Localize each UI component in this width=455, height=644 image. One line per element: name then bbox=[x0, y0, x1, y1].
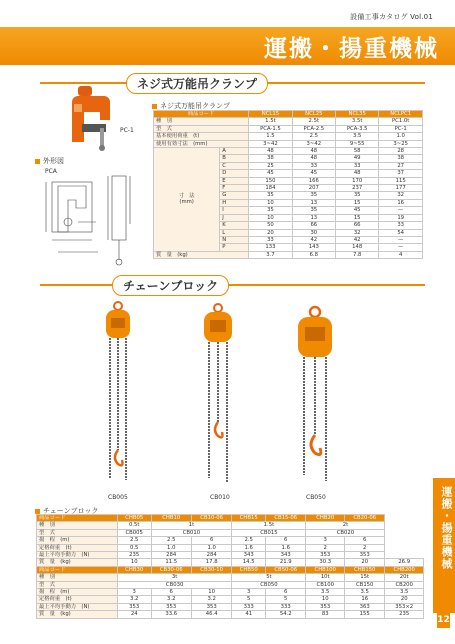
row-label: 型 式 bbox=[154, 125, 249, 132]
header-cell: CHB30 bbox=[117, 566, 151, 573]
chain-block-photo-cb005 bbox=[98, 300, 138, 490]
table-cell: 6 bbox=[266, 537, 306, 544]
table-row bbox=[37, 589, 424, 596]
table-cell: CB020 bbox=[306, 529, 385, 536]
table-cell: 48 bbox=[336, 170, 379, 177]
table-cell: 115 bbox=[379, 177, 423, 184]
table-cell: 33 bbox=[336, 162, 379, 169]
catalog-title: 設備工事カタログ Vol.01 bbox=[350, 13, 433, 21]
table-cell: 48 bbox=[292, 155, 335, 162]
table-cell: 10 bbox=[249, 199, 292, 206]
table-row bbox=[37, 611, 424, 618]
table-cell: 3.5t bbox=[336, 118, 379, 125]
table-cell: 20 bbox=[345, 559, 385, 566]
table-cell: 3.7 bbox=[249, 251, 292, 258]
clamp-photo bbox=[60, 84, 116, 154]
table-cell: 1.6 bbox=[266, 544, 306, 551]
table-cell: 42 bbox=[292, 236, 335, 243]
table-cell: 46.4 bbox=[191, 611, 231, 618]
table-cell: 48 bbox=[292, 148, 335, 155]
row-label: 定格荷重 (t) bbox=[37, 544, 118, 551]
clamp-spec-table bbox=[153, 110, 423, 259]
dimension-key: L bbox=[220, 229, 249, 236]
table-cell: 353 bbox=[306, 552, 345, 559]
table-cell: 3 bbox=[232, 589, 266, 596]
table-cell: 343 bbox=[266, 552, 306, 559]
dimension-key: P bbox=[220, 244, 249, 251]
table-cell: CB200 bbox=[385, 581, 424, 588]
table-cell: 15 bbox=[336, 199, 379, 206]
row-label: 商品コード bbox=[37, 566, 118, 573]
row-label: 質 量 (kg) bbox=[37, 611, 118, 618]
table-cell: 13 bbox=[292, 214, 335, 221]
table-cell: 6 bbox=[266, 589, 306, 596]
table-cell: 363 bbox=[345, 603, 385, 610]
cb010-label: CB010 bbox=[210, 494, 230, 501]
header-cell: NCL15 bbox=[249, 111, 292, 118]
table-cell: 32 bbox=[379, 192, 423, 199]
table-row bbox=[37, 581, 424, 588]
table-cell: — bbox=[379, 236, 423, 243]
table-cell: 28 bbox=[379, 148, 423, 155]
table-cell: 2.5t bbox=[292, 118, 335, 125]
table-cell: 54.2 bbox=[266, 611, 306, 618]
table-cell: 333 bbox=[232, 603, 266, 610]
table-row bbox=[154, 118, 423, 125]
row-label: 種 別 bbox=[37, 522, 118, 529]
table-cell: 16 bbox=[379, 199, 423, 206]
table-cell: 235 bbox=[385, 611, 424, 618]
hoist-table-heading-text: チェーンブロック bbox=[43, 507, 99, 515]
table-cell: 143 bbox=[292, 244, 335, 251]
table-cell: 35 bbox=[249, 207, 292, 214]
dimension-key: D bbox=[220, 170, 249, 177]
table-cell: 13 bbox=[292, 199, 335, 206]
header-cell: CHB100 bbox=[306, 566, 345, 573]
hero-band bbox=[0, 27, 455, 65]
table-cell: 10 bbox=[306, 596, 345, 603]
row-label: 揚 程 (m) bbox=[37, 537, 118, 544]
table-cell: 170 bbox=[336, 177, 379, 184]
table-cell: 3.5 bbox=[306, 589, 345, 596]
row-label: 型 式 bbox=[37, 581, 118, 588]
table-cell: 10 bbox=[117, 559, 151, 566]
row-label: 商品コード bbox=[37, 515, 118, 522]
row-label: 種 別 bbox=[154, 118, 249, 125]
table-cell: 37 bbox=[379, 170, 423, 177]
table-cell: 5 bbox=[266, 596, 306, 603]
table-row bbox=[37, 537, 424, 544]
header-cell: NCLPC1 bbox=[379, 111, 423, 118]
table-cell: 33.6 bbox=[151, 611, 191, 618]
table-cell: CB100 bbox=[306, 581, 345, 588]
table-cell: 3~42 bbox=[292, 140, 335, 147]
header-cell: CHB200 bbox=[385, 566, 424, 573]
bullet-square bbox=[152, 104, 157, 109]
table-cell: 150 bbox=[249, 177, 292, 184]
table-cell: 49 bbox=[336, 155, 379, 162]
table-cell: 54 bbox=[379, 229, 423, 236]
table-cell: 1t bbox=[151, 522, 232, 529]
header-cell: CHB05 bbox=[117, 515, 151, 522]
table-cell: 26.9 bbox=[385, 559, 424, 566]
table-cell: 35 bbox=[336, 192, 379, 199]
row-label: 基本使用荷重 (t) bbox=[154, 133, 249, 140]
dimension-key: A bbox=[220, 148, 249, 155]
table-cell: 1.0 bbox=[151, 544, 191, 551]
table-cell: 2 bbox=[306, 544, 345, 551]
drawing-heading-text: 外形図 bbox=[43, 157, 64, 165]
chain-block-photo-cb010 bbox=[196, 302, 240, 490]
dimension-rows bbox=[154, 148, 423, 252]
table-cell: 133 bbox=[249, 244, 292, 251]
table-cell: 353 bbox=[117, 603, 151, 610]
row-label: 最上平均手動力 (N) bbox=[37, 552, 118, 559]
section-title-clamp: ネジ式万能吊クランプ bbox=[126, 73, 268, 94]
table-cell: 48 bbox=[249, 148, 292, 155]
table-cell: 1.5 bbox=[249, 133, 292, 140]
table-cell: 6 bbox=[151, 589, 191, 596]
row-label: 揚 程 (m) bbox=[37, 589, 118, 596]
table-cell: 20t bbox=[385, 574, 424, 581]
table-cell: 15 bbox=[336, 214, 379, 221]
table-cell: 353 bbox=[151, 603, 191, 610]
table-cell: 166 bbox=[292, 177, 335, 184]
table-cell: 9~55 bbox=[336, 140, 379, 147]
table-cell: 5t bbox=[232, 574, 306, 581]
table-cell: 3.5 bbox=[385, 589, 424, 596]
dimension-key: K bbox=[220, 222, 249, 229]
table-cell: 0.5 bbox=[117, 544, 151, 551]
table-cell: — bbox=[379, 244, 423, 251]
dimension-group-label: 寸 法 (mm) bbox=[154, 148, 220, 252]
dimension-key: B bbox=[220, 155, 249, 162]
dimension-key: J bbox=[220, 214, 249, 221]
table-cell: 33 bbox=[379, 222, 423, 229]
table-row bbox=[154, 251, 423, 258]
table-cell: PCA-1.5 bbox=[249, 125, 292, 132]
table-cell: 25 bbox=[249, 162, 292, 169]
header-cell: CB30-06 bbox=[151, 566, 191, 573]
table-cell: 11.5 bbox=[151, 559, 191, 566]
header-cell: CB50-06 bbox=[266, 566, 306, 573]
page-title: 運搬・揚重機械 bbox=[264, 36, 439, 62]
hoist-rows bbox=[37, 515, 424, 619]
section-bar-hoist bbox=[40, 276, 425, 294]
table-cell: 33 bbox=[249, 236, 292, 243]
table-cell: 66 bbox=[336, 222, 379, 229]
table-cell: 353 bbox=[345, 552, 385, 559]
table-cell: 45 bbox=[292, 170, 335, 177]
table-cell: 1.5t bbox=[232, 522, 306, 529]
side-tab-text: 運搬・揚重機械 bbox=[440, 486, 453, 570]
drawing-label: PCA bbox=[45, 168, 57, 175]
header-cell: CB15-06 bbox=[266, 515, 306, 522]
table-cell: 38 bbox=[249, 155, 292, 162]
bullet-square bbox=[35, 509, 40, 514]
table-cell: 19 bbox=[379, 214, 423, 221]
dimension-key: G bbox=[220, 192, 249, 199]
row-label: 質 量 (kg) bbox=[154, 251, 249, 258]
table-cell: 38 bbox=[379, 155, 423, 162]
table-cell: PCA-2.5 bbox=[292, 125, 335, 132]
dimension-key: I bbox=[220, 207, 249, 214]
header-cell: CHB10 bbox=[151, 515, 191, 522]
page-number: 12 bbox=[437, 612, 450, 628]
table-cell: CB015 bbox=[232, 529, 306, 536]
table-cell: 42 bbox=[336, 236, 379, 243]
table-cell: 237 bbox=[336, 185, 379, 192]
table-cell: PC1.0t bbox=[379, 118, 423, 125]
header-cell: CHB20 bbox=[306, 515, 345, 522]
table-cell: 6 bbox=[191, 537, 231, 544]
table-cell: 235 bbox=[117, 552, 151, 559]
table-cell: PCA-3.5 bbox=[336, 125, 379, 132]
table-cell: 3~25 bbox=[379, 140, 423, 147]
section-line bbox=[40, 284, 425, 286]
table-cell: 45 bbox=[249, 170, 292, 177]
header-cell: 商品コード bbox=[154, 111, 249, 118]
table-cell: 353 bbox=[306, 603, 345, 610]
table-cell: 3 bbox=[306, 537, 345, 544]
row-label: 型 式 bbox=[37, 529, 118, 536]
table-cell: 333 bbox=[266, 603, 306, 610]
table-cell: 3.5 bbox=[336, 133, 379, 140]
dimension-key: C bbox=[220, 162, 249, 169]
dimension-key: E bbox=[220, 177, 249, 184]
header-cell: CB20-06 bbox=[345, 515, 385, 522]
table-row bbox=[37, 559, 424, 566]
table-cell: 41 bbox=[232, 611, 266, 618]
row-label: 使用有効寸法 (mm) bbox=[154, 140, 249, 147]
table-cell: 3.2 bbox=[117, 596, 151, 603]
chain-block-photo-cb050 bbox=[290, 305, 340, 490]
table-cell: 35 bbox=[292, 192, 335, 199]
table-cell: 3.2 bbox=[191, 596, 231, 603]
table-cell: 83 bbox=[306, 611, 345, 618]
table-cell: 33 bbox=[292, 162, 335, 169]
table-cell: 32 bbox=[336, 229, 379, 236]
side-tab bbox=[433, 478, 455, 613]
header-cell: CHB150 bbox=[345, 566, 385, 573]
table-cell: 35 bbox=[249, 192, 292, 199]
row-label: 質 量 (kg) bbox=[37, 559, 118, 566]
table-cell: 148 bbox=[336, 244, 379, 251]
table-cell: 2.5 bbox=[151, 537, 191, 544]
table-cell: PC-1 bbox=[379, 125, 423, 132]
table-row bbox=[37, 596, 424, 603]
table-cell: CB010 bbox=[151, 529, 232, 536]
table-cell: 207 bbox=[292, 185, 335, 192]
section-title-hoist: チェーンブロック bbox=[112, 275, 229, 296]
cb050-label: CB050 bbox=[306, 494, 326, 501]
table-cell: CB005 bbox=[117, 529, 151, 536]
table-cell: 6 bbox=[345, 537, 385, 544]
table-row bbox=[37, 574, 424, 581]
dimension-key: H bbox=[220, 199, 249, 206]
table-cell: 21.9 bbox=[266, 559, 306, 566]
table-cell: 2 bbox=[345, 544, 385, 551]
table-cell: 20 bbox=[249, 229, 292, 236]
table-row bbox=[37, 552, 424, 559]
table-cell: 1.5t bbox=[249, 118, 292, 125]
clamp-table-heading-text: ネジ式万能吊クランプ bbox=[160, 102, 230, 110]
table-row bbox=[154, 148, 423, 155]
table-row bbox=[37, 529, 424, 536]
table-row bbox=[154, 133, 423, 140]
table-row bbox=[154, 140, 423, 147]
table-cell: 3 bbox=[117, 589, 151, 596]
table-cell: 155 bbox=[345, 611, 385, 618]
clamp-photo-label: PC-1 bbox=[120, 127, 134, 134]
table-cell: 15t bbox=[345, 574, 385, 581]
table-header-row bbox=[37, 515, 424, 522]
dimension-key: F bbox=[220, 185, 249, 192]
table-cell: 177 bbox=[379, 185, 423, 192]
table-cell: 30 bbox=[292, 229, 335, 236]
bullet-square bbox=[35, 159, 40, 164]
table-cell: — bbox=[379, 207, 423, 214]
table-cell: 30.3 bbox=[306, 559, 345, 566]
table-cell: 343 bbox=[232, 552, 266, 559]
table-row bbox=[37, 544, 424, 551]
table-header-row bbox=[154, 111, 423, 118]
table-cell: 20 bbox=[385, 596, 424, 603]
table-row bbox=[37, 603, 424, 610]
table-row bbox=[37, 522, 424, 529]
table-cell: 7.8 bbox=[336, 251, 379, 258]
table-cell: 353 bbox=[191, 603, 231, 610]
table-cell: 45 bbox=[336, 207, 379, 214]
table-cell: 66 bbox=[292, 222, 335, 229]
table-cell: 3~42 bbox=[249, 140, 292, 147]
header-cell: CB10-06 bbox=[191, 515, 231, 522]
table-cell: 353×2 bbox=[385, 603, 424, 610]
table-cell: 4 bbox=[379, 251, 423, 258]
table-cell: 3.2 bbox=[151, 596, 191, 603]
cb005-label: CB005 bbox=[108, 494, 128, 501]
header-cell: CHB15 bbox=[232, 515, 266, 522]
table-cell: 50 bbox=[249, 222, 292, 229]
header-cell: CB30-10 bbox=[191, 566, 231, 573]
table-cell: 35 bbox=[292, 207, 335, 214]
hoist-spec-table bbox=[36, 514, 424, 619]
clamp-outline-drawing bbox=[38, 164, 148, 274]
table-cell: CB050 bbox=[232, 581, 306, 588]
table-cell: 5 bbox=[232, 596, 266, 603]
table-cell: 14.5 bbox=[232, 559, 266, 566]
table-cell: CB030 bbox=[117, 581, 232, 588]
table-cell: 2.5 bbox=[232, 537, 266, 544]
table-cell: 184 bbox=[249, 185, 292, 192]
table-cell: 3.5 bbox=[345, 589, 385, 596]
table-cell: 10t bbox=[306, 574, 345, 581]
table-cell: 1.6 bbox=[232, 544, 266, 551]
table-cell: 284 bbox=[151, 552, 191, 559]
table-cell: 1.0 bbox=[191, 544, 231, 551]
table-header-row bbox=[37, 566, 424, 573]
row-label: 最上平均手動力 (N) bbox=[37, 603, 118, 610]
table-cell: 2.5 bbox=[292, 133, 335, 140]
header-cell: NCL25 bbox=[292, 111, 335, 118]
table-cell: 10 bbox=[191, 589, 231, 596]
dimension-key: N bbox=[220, 236, 249, 243]
table-cell: 0.5t bbox=[117, 522, 151, 529]
table-cell: 16 bbox=[345, 596, 385, 603]
table-cell: 10 bbox=[249, 214, 292, 221]
header-cell: NCL35 bbox=[336, 111, 379, 118]
table-cell: 27 bbox=[379, 162, 423, 169]
table-cell: 2.5 bbox=[117, 537, 151, 544]
table-cell: 284 bbox=[191, 552, 231, 559]
table-cell: 2t bbox=[306, 522, 385, 529]
table-row bbox=[154, 125, 423, 132]
table-cell: CB150 bbox=[345, 581, 385, 588]
table-cell: 6.8 bbox=[292, 251, 335, 258]
row-label: 定格荷重 (t) bbox=[37, 596, 118, 603]
table-cell: 58 bbox=[336, 148, 379, 155]
table-cell: 24 bbox=[117, 611, 151, 618]
table-cell: 1.0 bbox=[379, 133, 423, 140]
table-cell: 3t bbox=[117, 574, 232, 581]
row-label: 種 別 bbox=[37, 574, 118, 581]
header-cell: CHB50 bbox=[232, 566, 266, 573]
table-cell: 17.8 bbox=[191, 559, 231, 566]
